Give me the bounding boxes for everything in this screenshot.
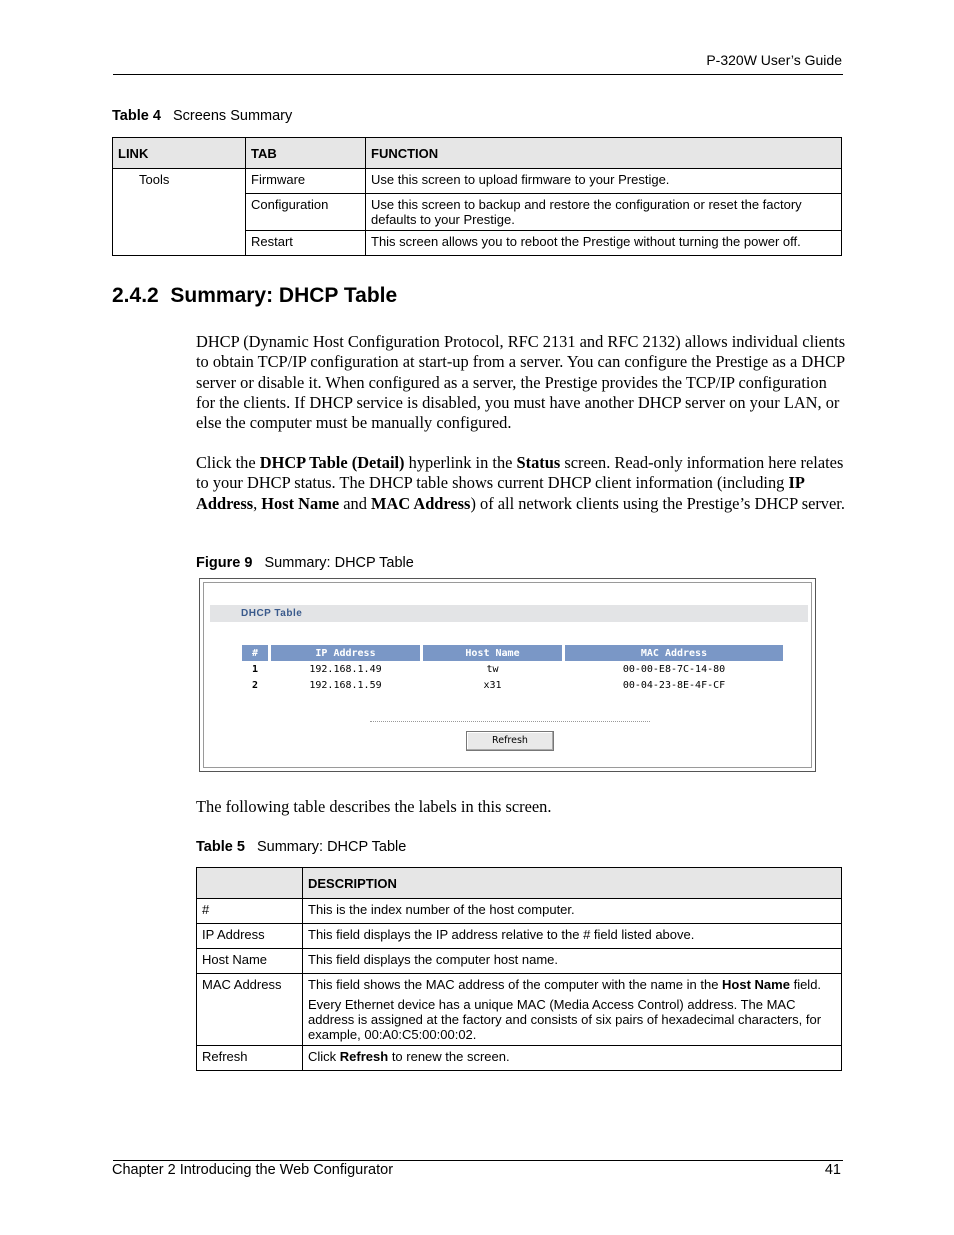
label-cell: IP Address <box>197 924 303 949</box>
text-run: screen. Read-only information here relates to your DHCP status. The DHCP table shows current DHCP client information (including <box>196 453 844 493</box>
description-paragraph <box>308 977 836 992</box>
caption-text: Screens Summary <box>172 108 293 124</box>
text-run: hyperlink in the <box>404 453 517 472</box>
host-name-cell: x31 <box>483 679 502 691</box>
column-header-tab: TAB <box>246 138 366 169</box>
label-cell: MAC Address <box>197 974 303 1046</box>
description-cell: This field displays the computer host name. <box>303 949 842 974</box>
mac-address-cell: 00-04-23-8E-4F-CF <box>622 679 726 691</box>
mac-address-cell: 00-00-E8-7C-14-80 <box>622 663 726 675</box>
index-cell: 1 <box>252 663 259 675</box>
table-row <box>242 677 783 693</box>
table-row <box>113 169 842 194</box>
screens-summary-table <box>112 137 842 256</box>
function-cell: Use this screen to backup and restore the configuration or reset the factory defaults to your Prestige. <box>366 194 842 231</box>
dhcp-label-description-table <box>196 867 842 1071</box>
text-run: field. <box>789 977 822 992</box>
text-run: and <box>339 493 372 513</box>
column-header-host-name: Host Name <box>423 645 562 661</box>
function-cell: Use this screen to upload firmware to your Prestige. <box>366 169 842 194</box>
caption-text: Summary: DHCP Table <box>256 839 407 855</box>
table-row <box>242 661 783 677</box>
table-5-caption <box>196 839 406 855</box>
table-row <box>197 949 842 974</box>
header-rule <box>113 74 843 75</box>
caption-text: Summary: DHCP Table <box>264 555 414 571</box>
table-row <box>197 899 842 924</box>
dotted-divider <box>370 721 650 722</box>
table-header-row <box>113 138 842 169</box>
bold-run: Refresh <box>339 1049 389 1064</box>
text-run: Click the <box>196 453 260 472</box>
tab-cell: Configuration <box>246 194 366 231</box>
column-header-index: # <box>242 645 268 661</box>
column-header-mac-address: MAC Address <box>565 645 783 661</box>
bold-run: Host Name <box>261 493 340 513</box>
section-number: 2.4.2 <box>112 284 159 307</box>
screen-title-bar <box>210 605 808 622</box>
dhcp-client-table <box>239 645 786 693</box>
function-cell: This screen allows you to reboot the Prestige without turning the power off. <box>366 231 842 256</box>
host-name-cell: tw <box>486 663 499 675</box>
text-run: This field shows the MAC address of the computer with the name in the <box>308 977 723 992</box>
instructions-paragraph <box>196 453 846 514</box>
screen-title: DHCP Table <box>241 608 303 619</box>
running-header: P-320W User’s Guide <box>706 52 842 68</box>
table-row <box>197 924 842 949</box>
tab-cell: Firmware <box>246 169 366 194</box>
following-table-paragraph: The following table describes the labels in this screen. <box>196 797 552 816</box>
figure-9-caption <box>196 555 414 571</box>
column-header-description: DESCRIPTION <box>303 868 842 899</box>
description-cell: This is the index number of the host computer. <box>303 899 842 924</box>
bold-run: MAC Address <box>371 493 471 513</box>
label-cell: Host Name <box>197 949 303 974</box>
table-row <box>197 1046 842 1071</box>
caption-label: Table 4 <box>112 108 161 124</box>
tab-cell: Restart <box>246 231 366 256</box>
bold-run: Status <box>516 453 561 472</box>
ip-address-cell: 192.168.1.49 <box>309 663 382 675</box>
dhcp-table-screenshot <box>199 578 816 772</box>
table-4-caption <box>112 108 292 124</box>
column-header-function: FUNCTION <box>366 138 842 169</box>
label-cell: # <box>197 899 303 924</box>
page-number: 41 <box>824 1162 841 1178</box>
footer-rule <box>113 1160 843 1161</box>
text-run: to renew the screen. <box>388 1049 510 1064</box>
text-run: , <box>253 493 262 513</box>
ip-address-cell: 192.168.1.59 <box>309 679 382 691</box>
description-paragraph: Every Ethernet device has a unique MAC (Media Access Control) address. The MAC address is assigned at the factory and consists of six pairs of hexadecimal characters, for example, 00:A0:C5:00:00:02. <box>308 997 822 1042</box>
table-header-row <box>242 645 783 661</box>
table-row <box>197 974 842 1046</box>
footer-chapter: Chapter 2 Introducing the Web Configurator <box>112 1162 394 1178</box>
section-title: Summary: DHCP Table <box>170 284 398 307</box>
intro-paragraph: DHCP (Dynamic Host Configuration Protocol, RFC 2131 and RFC 2132) allows individual clients to obtain TCP/IP configuration at start-up from a server. You can configure the Prestige as a DHCP server or disable it. When configured as a server, the Prestige provides the TCP/IP configuration for the clients. If DHCP service is disabled, you must have another DHCP server on your LAN, or else the computer must be manually configured. <box>196 332 846 433</box>
section-heading <box>112 284 397 308</box>
text-run: Click <box>308 1049 340 1064</box>
description-cell: This field displays the IP address relative to the # field listed above. <box>303 924 842 949</box>
bold-run: IP Address <box>196 473 804 513</box>
caption-label: Table 5 <box>196 839 245 855</box>
text-run: ) of all network clients using the Prestige’s DHCP server. <box>470 493 845 513</box>
column-header-ip-address: IP Address <box>271 645 420 661</box>
bold-run: Host Name <box>722 977 790 992</box>
table-header-row <box>197 868 842 899</box>
column-header-link: LINK <box>113 138 246 169</box>
label-cell: Refresh <box>197 1046 303 1071</box>
link-cell-tools: Tools <box>113 169 246 256</box>
description-cell <box>303 1046 842 1071</box>
caption-label: Figure 9 <box>196 555 253 571</box>
refresh-button[interactable]: Refresh <box>466 731 554 751</box>
screenshot-frame <box>203 582 812 768</box>
bold-run: DHCP Table (Detail) <box>259 453 405 472</box>
index-cell: 2 <box>252 679 259 691</box>
description-cell <box>303 974 842 1046</box>
column-header-label <box>197 868 303 899</box>
